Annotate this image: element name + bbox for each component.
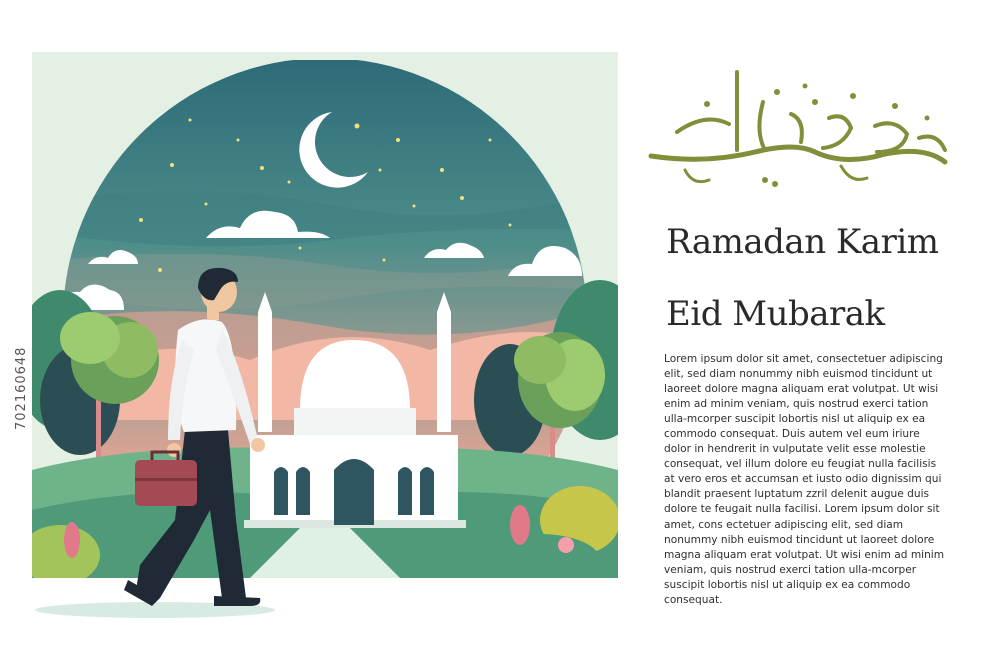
title-ramadan-karim: Ramadan Karim [666, 222, 939, 262]
briefcase-icon [135, 452, 197, 506]
body-paragraph: Lorem ipsum dolor sit amet, consectetuer adipiscing elit, sed diam nonummy nibh euismod tincidunt ut laoreet dolore magna aliquam erat volutpat. Ut wisi enim ad minim veniam, quis nostrud exerci tation ulla-mcorper suscipit lobortis nisl ut aliquip ex ea commodo consequat. Duis autem vel eum iriure dolor in hendrerit in vulputate velit esse molestie consequat, vel illum dolore eu feugiat nulla facilisis at vero eros et accumsan et iusto odio dignissim qui blandit praesent luptatum zzril delenit augue duis dolore te feugait nulla facilisi. Lorem ipsum dolor sit amet, cons ectetuer adipiscing elit, sed diam nonummy nibh euismod tincidunt ut laoreet dolore magna aliquam erat volutpat. Ut wisi enim ad minim veniam, quis nostrud exerci tation ulla-mcorper suscipit lobortis nisl ut aliquip ex ea commodo consequat. [664, 353, 945, 606]
title-eid-mubarak: Eid Mubarak [666, 294, 885, 334]
arabic-calligraphy [645, 62, 955, 202]
stock-id-label: 702160648 [14, 346, 29, 430]
